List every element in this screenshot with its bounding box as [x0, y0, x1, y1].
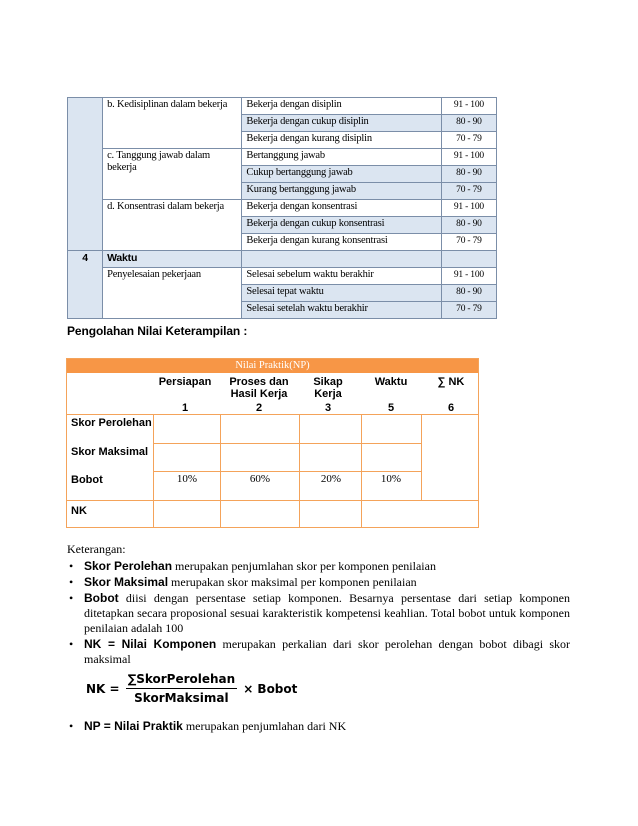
notes-list — [67, 719, 570, 734]
column-header: ∑ NK — [437, 376, 465, 388]
score-cell: 80 - 90 — [441, 166, 496, 183]
definition: merupakan penjumlahan dari NK — [182, 719, 347, 733]
score-cell: 91 - 100 — [441, 98, 496, 115]
score-cell: 91 - 100 — [441, 268, 496, 285]
grid-line — [67, 414, 478, 415]
term: Bobot — [84, 591, 119, 605]
criteria-cell: Bekerja dengan kurang konsentrasi — [242, 234, 441, 251]
criteria-cell: Bertanggung jawab — [242, 149, 441, 166]
table-row — [68, 98, 497, 115]
definition: merupakan skor maksimal per komponen penilaian — [168, 575, 417, 589]
criteria-cell: Bekerja dengan konsentrasi — [242, 200, 441, 217]
column-number: 1 — [181, 402, 189, 414]
grid-line — [67, 500, 478, 501]
number-cell — [68, 98, 103, 251]
score-cell: 91 - 100 — [441, 149, 496, 166]
criteria-cell: Cukup bertanggung jawab — [242, 166, 441, 183]
column-number: 5 — [387, 402, 395, 414]
list-item — [67, 637, 570, 667]
column-header: Proses dan Hasil Kerja — [229, 376, 289, 400]
column-number: 3 — [324, 402, 332, 414]
term: Skor Maksimal — [84, 575, 169, 589]
criteria-cell: Bekerja dengan kurang disiplin — [242, 132, 441, 149]
criteria-cell: Selesai sebelum waktu berakhir — [242, 268, 441, 285]
term: NP = Nilai Praktik — [84, 719, 183, 733]
criteria-cell — [242, 251, 441, 268]
term: Skor Perolehan — [84, 559, 173, 573]
criteria-cell: Bekerja dengan disiplin — [242, 98, 441, 115]
score-cell: 80 - 90 — [441, 285, 496, 302]
grid-line — [153, 471, 422, 472]
bullet-icon: • — [69, 637, 74, 651]
notes-list — [67, 559, 570, 667]
table-band-header: Nilai Praktik(NP) — [67, 359, 478, 373]
row-label: NK — [71, 505, 87, 517]
criteria-cell: Kurang bertanggung jawab — [242, 183, 441, 200]
formula-rhs: × Bobot — [243, 681, 298, 696]
grid-line — [153, 443, 422, 444]
table-row — [68, 268, 497, 285]
definition: diisi dengan persentase setiap komponen. Besarnya persentase dari setiap komponen ditetapkan secara proposional sesuai karakteristik kompetensi keahlian. Total bobot untuk komponen penilaian adalah 100 — [84, 591, 570, 635]
skill-score-table — [66, 358, 479, 528]
score-cell — [441, 251, 496, 268]
criteria-cell: Selesai tepat waktu — [242, 285, 441, 302]
score-cell: 70 - 79 — [441, 302, 496, 319]
weight-value: 20% — [320, 473, 342, 485]
table-row — [68, 251, 497, 268]
score-cell: 80 - 90 — [441, 115, 496, 132]
section-heading: Pengolahan Nilai Keterampilan : — [67, 324, 248, 338]
rubric-table — [67, 97, 497, 319]
aspect-cell: c. Tanggung jawab dalam bekerja — [103, 149, 242, 200]
criteria-cell: Bekerja dengan cukup konsentrasi — [242, 217, 441, 234]
column-number: 6 — [447, 402, 455, 414]
nk-formula — [86, 672, 297, 705]
aspect-cell: d. Konsentrasi dalam bekerja — [103, 200, 242, 251]
criteria-cell: Bekerja dengan cukup disiplin — [242, 115, 441, 132]
number-cell: 4 — [68, 251, 103, 319]
formula-lhs: NK = — [86, 681, 120, 696]
section-title: Waktu — [103, 251, 242, 268]
table-row — [68, 200, 497, 217]
table-row — [68, 149, 497, 166]
score-cell: 70 - 79 — [441, 183, 496, 200]
bullet-icon: • — [69, 575, 74, 589]
list-item — [67, 719, 570, 734]
bullet-icon: • — [69, 591, 74, 605]
row-label: Skor Perolehan — [71, 417, 152, 429]
list-item — [67, 575, 570, 590]
aspect-cell: b. Kedisiplinan dalam bekerja — [103, 98, 242, 149]
weight-value: 10% — [380, 473, 402, 485]
term: NK = Nilai Komponen — [84, 637, 217, 651]
column-number: 2 — [255, 402, 263, 414]
row-label: Bobot — [71, 474, 103, 486]
formula-fraction — [126, 672, 238, 705]
formula-numerator: ∑SkorPerolehan — [126, 672, 238, 689]
weight-value: 10% — [176, 473, 198, 485]
formula-denominator: SkorMaksimal — [134, 691, 229, 705]
grid-line — [421, 414, 422, 500]
row-label: Skor Maksimal — [71, 446, 149, 458]
score-cell: 70 - 79 — [441, 132, 496, 149]
definition: merupakan penjumlahan skor per komponen penilaian — [172, 559, 436, 573]
list-item — [67, 591, 570, 636]
column-header: Sikap Kerja — [313, 376, 343, 400]
score-cell: 80 - 90 — [441, 217, 496, 234]
notes-title: Keterangan: — [67, 542, 126, 556]
notes-section — [67, 542, 570, 668]
list-item — [67, 559, 570, 574]
score-cell: 70 - 79 — [441, 234, 496, 251]
criteria-cell: Selesai setelah waktu berakhir — [242, 302, 441, 319]
bullet-icon: • — [69, 719, 74, 733]
definition: merupakan perkalian dari skor perolehan dengan bobot dibagi skor maksimal — [84, 637, 570, 666]
column-header: Persiapan — [158, 376, 212, 388]
column-header: Waktu — [374, 376, 408, 388]
bullet-icon: • — [69, 559, 74, 573]
score-cell: 91 - 100 — [441, 200, 496, 217]
aspect-cell: Penyelesaian pekerjaan — [103, 268, 242, 319]
weight-value: 60% — [249, 473, 271, 485]
